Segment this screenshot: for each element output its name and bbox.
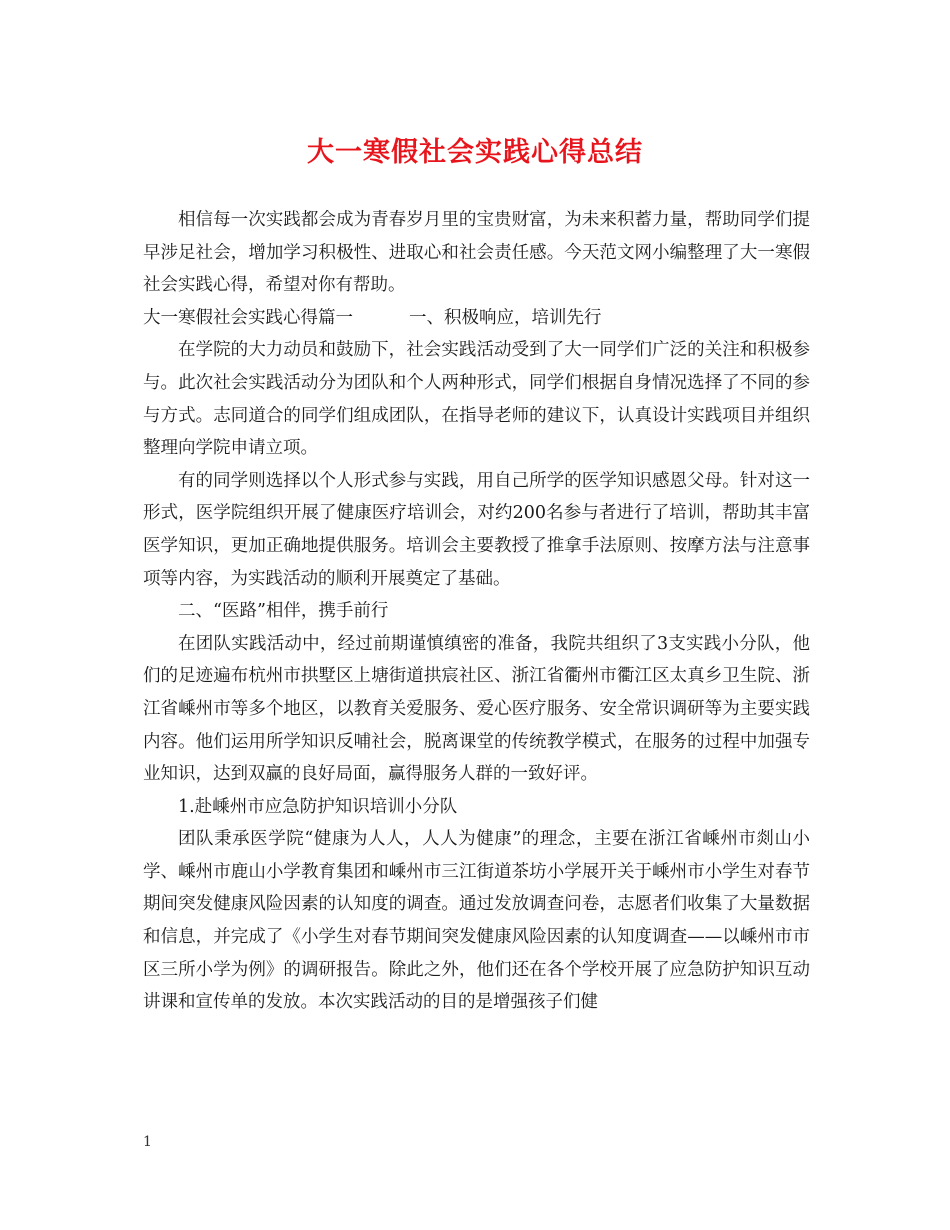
section-heading-line	[143, 302, 810, 335]
paragraph-intro: 相信每一次实践都会成为青春岁月里的宝贵财富，为未来积蓄力量，帮助同学们提早涉足社会，增加学习积极性、进取心和社会责任感。今天范文网小编整理了大一寒假社会实践心得，希望对你有帮助。	[143, 210, 810, 296]
paragraph-subheading-team-one: 1.赴嵊州市应急防护知识培训小分队	[178, 796, 458, 817]
paragraph-team-one-detail: 团队秉承医学院“健康为人人，人人为健康”的理念，主要在浙江省嵊州市剡山小学、嵊州市鹿山小学教育集团和嵊州市三江街道茶坊小学展开关于嵊州市小学生对春节期间突发健康风险因素的认知度的调查。通过发放调查问卷，志愿者们收集了大量数据和信息，并完成了《小学生对春节期间突发健康风险因素的认知度调查——以嵊州市市区三所小学为例》的调研报告。除此之外，他们还在各个学校开展了应急防护知识互动讲课和宣传单的发放。本次实践活动的目的是增强孩子们健	[143, 829, 810, 1013]
document-body	[143, 204, 810, 1019]
page-number: 1	[143, 1134, 152, 1150]
paragraph-team-practice: 在团队实践活动中，经过前期谨慎缜密的准备，我院共组织了3支实践小分队，他们的足迹遍布杭州市拱墅区上塘街道拱宸社区、浙江省衢州市衢江区太真乡卫生院、浙江省嵊州市等多个地区，以教育关爱服务、爱心医疗服务、安全常识调研等为主要实践内容。他们运用所学知识反哺社会，脱离课堂的传统教学模式，在服务的过程中加强专业知识，达到双赢的良好局面，赢得服务人群的一致好评。	[143, 633, 810, 785]
document-title: 大一寒假社会实践心得总结	[307, 137, 643, 168]
paragraph-mobilization: 在学院的大力动员和鼓励下，社会实践活动受到了大一同学们广泛的关注和积极参与。此次社会实践活动分为团队和个人两种形式，同学们根据自身情况选择了不同的参与方式。志同道合的同学们组成团队，在指导老师的建议下，认真设计实践项目并组织整理向学院申请立项。	[143, 340, 810, 459]
section-heading-title: 大一寒假社会实践心得篇一	[143, 307, 353, 328]
paragraph-subheading-two: 二、“医路”相伴，携手前行	[178, 601, 389, 622]
section-heading-subtitle: 一、积极响应，培训先行	[409, 307, 602, 328]
paragraph-individual-practice: 有的同学则选择以个人形式参与实践，用自己所学的医学知识感恩父母。针对这一形式，医学院组织开展了健康医疗培训会，对约200名参与者进行了培训，帮助其丰富医学知识，更加正确地提供服务。培训会主要教授了推拿手法原则、按摩方法与注意事项等内容，为实践活动的顺利开展奠定了基础。	[143, 470, 810, 589]
